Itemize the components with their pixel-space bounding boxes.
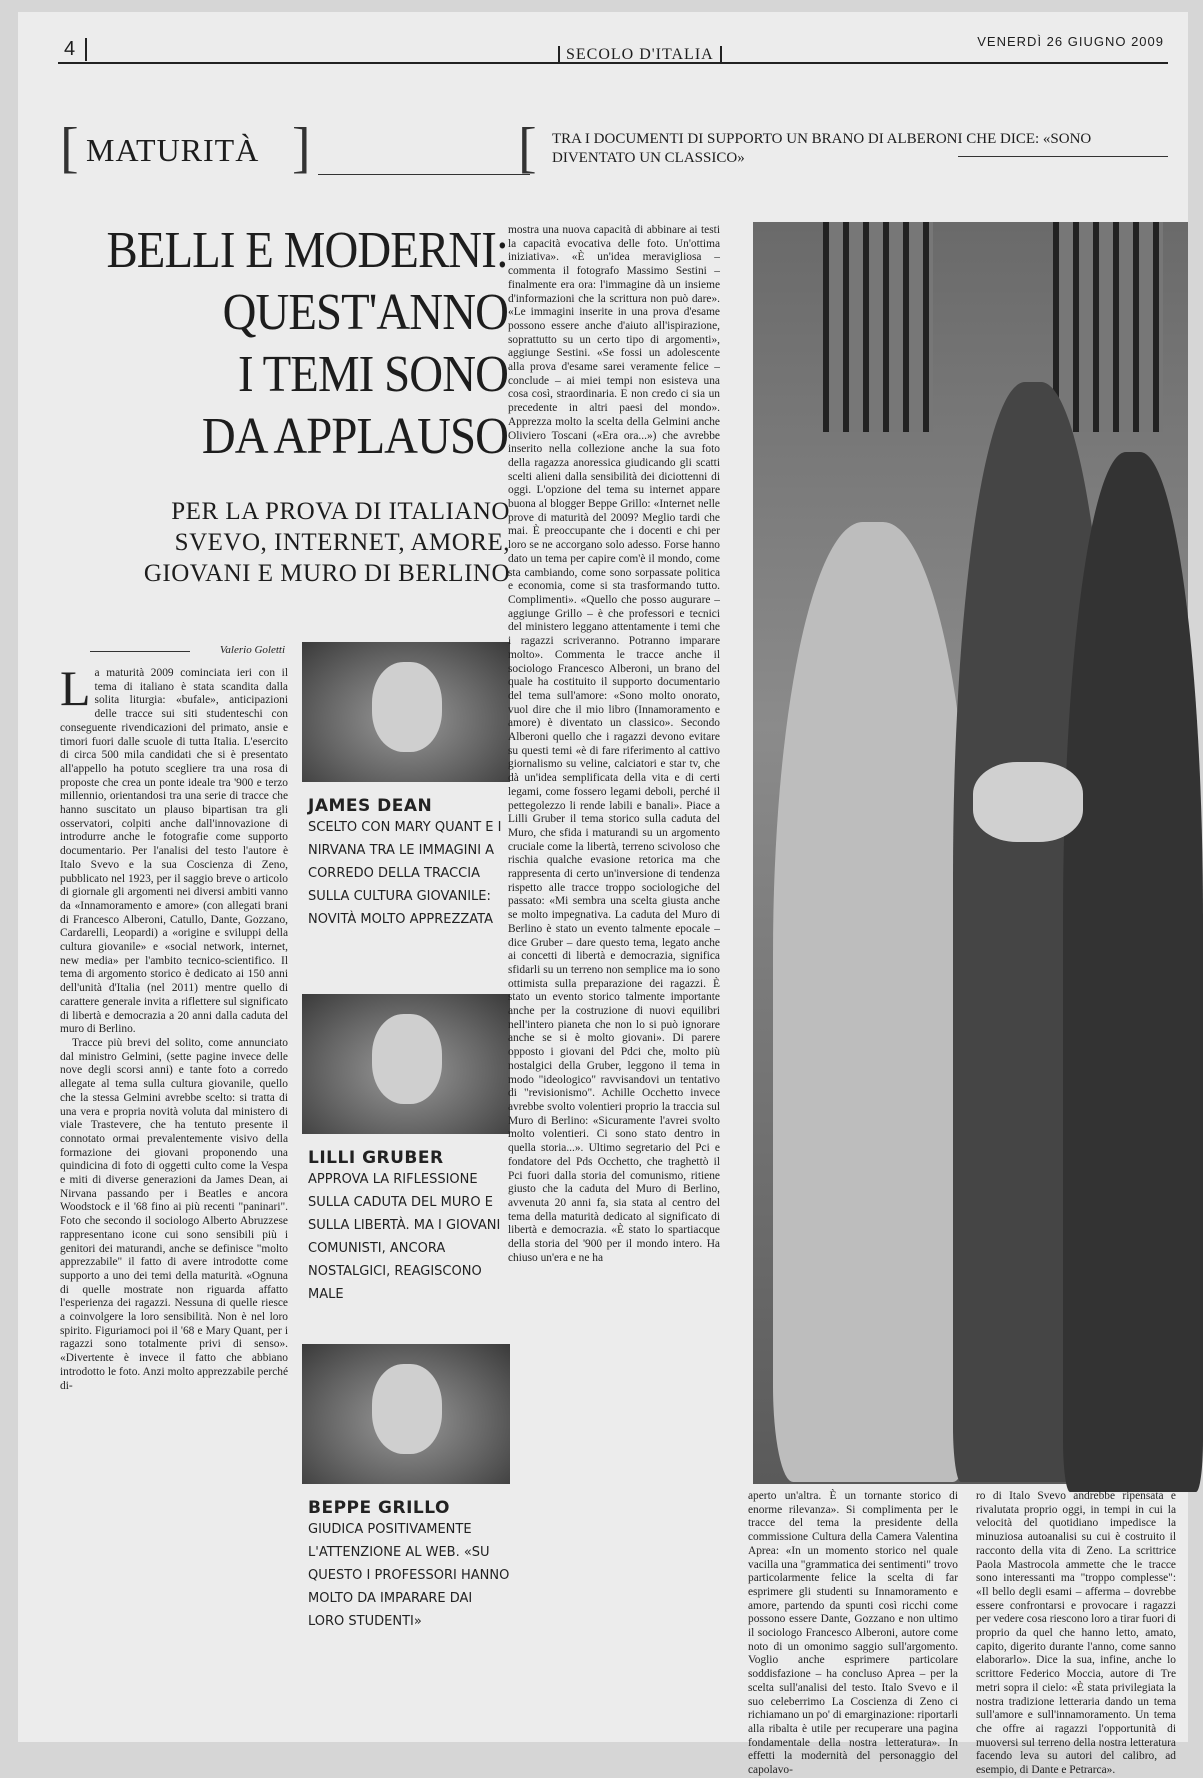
subheadline-line: PER LA PROVA DI ITALIANO bbox=[171, 498, 510, 525]
page-header bbox=[58, 28, 1168, 64]
article-column-1 bbox=[60, 660, 288, 1727]
headline-kicker bbox=[518, 117, 1168, 180]
sidebar-james-dean bbox=[302, 642, 510, 931]
headline-line: QUEST'ANNO bbox=[222, 284, 508, 341]
newspaper-name: SECOLO D'ITALIA bbox=[558, 46, 722, 64]
byline: Valerio Goletti bbox=[90, 644, 285, 656]
page-number: 4 bbox=[64, 38, 87, 61]
sidebar-caption: SCELTO CON MARY QUANT E I NIRVANA TRA LE IMMAGINI A CORREDO DELLA TRACCIA SULLA CULTURA GIOVANILE: NOVITÀ MOLTO APPREZZATA bbox=[308, 820, 502, 927]
article-paragraph: Tracce più brevi del solito, come annunciato dal ministro Gelmini, (sette pagine invece delle nove degli scorsi anni) e tante foto a corredo allegate al tema sulla cultura giovanile, quello che la stessa Gelmini avrebbe scelto: si tratta di una vera e propria novità voluta dal ministero di viale Trastevere, che ha tentuto presente il connotato ormai prevalentemente visivo della formazione dei giovani proponendo una quindicina di foto di oggetti culto come la Vespa e miti di diverse generazioni da James Dean, ai Nirvana passando per i Beatles e ancora Woodstock e il '68 fino ai più recenti "paninari". Foto che secondo il sociologo Alberto Abruzzese rappresentano icone cui sono sensibili più i genitori dei maturandi, anche se definisce "molto apprezzabile" il fatto di avere introdotte come supporto a uno dei temi della maturità. «Ognuna di quelle mostrate non riguarda affatto l'esperienza dei ragazzi. Nessuna di quelle riesce a coinvolgere la loro sensibilità. Non è nel loro spirito. Figuriamoci poi il '68 e Mary Quant, per i ragazzi sono totalmente privi di senso». «Divertente è invece il fatto che abbiano introdotto le foto. Anzi molto apprezzabile perché di- bbox=[60, 1036, 288, 1392]
sidebar-name: JAMES DEAN bbox=[308, 796, 433, 816]
headline-line: DA APPLAUSO bbox=[201, 408, 508, 465]
window-grate bbox=[1053, 222, 1163, 432]
bracket-open: [ bbox=[518, 117, 537, 179]
window-grate bbox=[823, 222, 933, 432]
article-column-4 bbox=[976, 1490, 1176, 1777]
section-kicker bbox=[60, 117, 530, 180]
students-photo bbox=[753, 222, 1188, 1484]
article-column-3 bbox=[748, 1490, 958, 1777]
headline-line: BELLI E MODERNI: bbox=[106, 222, 508, 279]
kicker-rule bbox=[958, 156, 1168, 157]
section-label: MATURITÀ bbox=[86, 132, 260, 168]
article-text: a maturità 2009 cominciata ieri con il tema di italiano è stata scandita dalla solita liturgia: «bufale», anticipazioni delle tracce sui siti studenteschi con conseguente rivendicazioni del primato, ansie e timori fuori dalle scuole di tutta Italia. L'esercito di circa 500 mila candidati che si è presentato all'appello ha potuto scegliere tra una rosa di proposte che crea un ponte ideale tra '900 e terzo millennio, orientandosi tra una serie di tracce che hanno suscitato un plauso bipartisan tra gli osservatori, colpiti anche dall'innovazione di introdurre anche le fotografie come supporto documentario. Per l'analisi del testo l'autore è Italo Svevo e la sua Coscienza di Zeno, pubblicato nel 1923, per il saggio breve o articolo di giornale gli argomenti nei diversi ambiti vanno da «Innamoramento e amore» (con allegati brani di Francesco Alberoni, Catullo, Dante, Gozzano, Cardarelli, Leopardi) a «origine e sviluppi della cultura giovanile» e «social network, internet, new media» per l'ambito tecnico-scientifico. Il tema di argomento storico è dedicato ai 150 anni dell'unità d'Italia (nel 2011) mentre quello di carattere generale invita a riflettere sul significato di libertà e democrazia a 20 anni dalla caduta del muro di Berlino. bbox=[60, 667, 288, 1036]
headline bbox=[103, 220, 508, 468]
subheadline bbox=[78, 496, 510, 589]
photo-figure bbox=[1063, 452, 1203, 1492]
portrait-photo bbox=[302, 994, 510, 1134]
subheadline-line: GIOVANI E MURO DI BERLINO bbox=[143, 560, 510, 587]
kicker-text: TRA I DOCUMENTI DI SUPPORTO UN BRANO DI ALBERONI CHE DICE: «SONO DIVENTATO UN CLASSICO» bbox=[552, 131, 1092, 166]
portrait-photo bbox=[302, 642, 510, 782]
issue-date: VENERDÌ 26 GIUGNO 2009 bbox=[977, 34, 1164, 49]
article-text: aperto un'altra. È un tornante storico di enorme rilevanza». Si complimenta per le tracce del tema la presidente della commissione Cultura della Camera Valentina Aprea: «In un momento storico nel quale vacilla una "grammatica dei sentimenti" trovo particolarmente felice la scelta di far esprimere gli studenti su Innamoramento e amore, partendo da spunti così ricchi come possono essere Dante, Gozzano e non ultimo il sociologo Francesco Alberoni, autore come noto di un omonimo saggio sull'argomento. Voglio anche esprimere particolare soddisfazione – ha concluso Aprea – per la scelta sull'analisi del testo. Italo Svevo e il suo celeberrimo La Coscienza di Zeno ci richiamano un po' di emarginazione: riportarli alla ribalta è utile per recuperare una pagina fondamentale della nostra letteratura». In effetti la modernità del personaggio del capolavo- bbox=[748, 1490, 958, 1777]
article-text: ro di Italo Svevo andrebbe ripensata e rivalutata proprio oggi, in tempi in cui la velocità del quotidiano impedisce la minuziosa autoanalisi su cui è costruito il racconto della vita di Zeno. La scrittrice Paola Mastrocola ammette che le tracce sono interessanti ma "troppo complesse": «Il bello degli esami – afferma – dovrebbe essere confrontarsi e provocare i ragazzi per vedere cosa riescono loro a tirar fuori di proprio da quel che hanno letto, amato, capito, digerito durante l'anno, come sanno elaborarlo». Dice la sua, infine, anche lo scrittore Federico Moccia, autore di Tre metri sopra il cielo: «È stata privilegiata la nostra tradizione letteraria dando un tema sull'amore e sull'innamoramento. Un tema che offre ai ragazzi l'opportunità di muoversi sul terreno della nostra letteratura facendo leva su autori del calibro, ad esempio, di Dante e Petrarca». bbox=[976, 1490, 1176, 1777]
sidebar-caption: GIUDICA POSITIVAMENTE L'ATTENZIONE AL WEB. «SU QUESTO I PROFESSORI HANNO MOLTO DA IMPARARE DAI LORO STUDENTI» bbox=[308, 1522, 510, 1629]
photo-handshake bbox=[973, 762, 1083, 842]
newspaper-page bbox=[18, 12, 1188, 1777]
portrait-photo bbox=[302, 1344, 510, 1484]
bracket-open: [ bbox=[60, 117, 79, 179]
bracket-close: ] bbox=[292, 117, 311, 179]
subheadline-line: SVEVO, INTERNET, AMORE, bbox=[174, 529, 510, 556]
article-text: mostra una nuova capacità di abbinare ai testi la capacità evocativa delle foto. Un'ottima iniziativa». «È un'idea meravigliosa – commenta il fotografo Massimo Sestini – finalmente era ora: l'immagine dà un insieme d'informazioni che la scrittura non può dare». «Le immagini inserite in una prova d'esame possono essere anche d'aiuto all'ispirazione, soprattutto su un certo tipo di argomenti», aggiunge Sestini. «Se fossi un adolescente alla prova d'esame sarei veramente felice – conclude – ai miei tempi non esisteva una cosa così, straordinaria. E non credo ci sia un precedente in altri paesi del mondo». Apprezza molto la scelta della Gelmini anche Oliviero Toscani («Era ora...») che avrebbe inserito nella collezione anche la sua foto della ragazza anoressica giudicando gli scatti scelti alieni dalla sensibilità dei diciottenni di oggi. L'opzione del tema su internet appare buona al blogger Beppe Grillo: «Internet nelle prove di maturità del 2009? Meglio tardi che mai. È preoccupante che i docenti e chi per loro se ne accorgano solo adesso. Forse hanno dato un tema per capire com'è il mondo, come sta cambiando, come sono sorpassate politica e economia, come si sta trasformando tutto. Complimenti». «Quello che posso augurare – aggiunge Grillo – è che professori e tecnici del ministero leggano attentamente i temi che i ragazzi scriveranno. Potranno imparare molto». Commenta le tracce anche il sociologo Francesco Alberoni, un brano del quale ha costituito il supporto documentario del tema sull'amore: «Sono molto onorato, vuol dire che il mio libro (Innamoramento e amore) è diventato un classico». Secondo Alberoni quello che i ragazzi devono evitare su questi temi «è di fare riferimento al cattivo giornalismo su veline, calciatori e star tv, che dà un'idea semplificata della vita e di certi legami, come fossero legami deboli, perché il pettegolezzo li rende labili e banali». Piace a Lilli Gruber il tema storico sulla caduta del Muro, che sfida i maturandi su un argomento cruciale come la libertà, terreno scivoloso che rischia qualche evasione retorica ma che rappresenta di certo un'inversione di tendenza rispetto alle tracce troppo sociologiche del passato: «Mi sembra una scelta giusta anche se molto impegnativa. La caduta del Muro di Berlino è stato un evento talmente epocale – dice Gruber – dare questo tema, legato anche ai concetti di libertà e democrazia, significa sfidarli su un terreno non semplice ma io sono ottimista sulla preparazione dei ragazzi. È stato un evento storico talmente importante anche per la costruzione di nuovi equilibri nell'intero pianeta che non lo si può ignorare anche se si è molto giovani». Di parere opposto i giovani del Pdci che, molto più nostalgici della Gruber, leggono il tema in modo "ideologico" ravvisandovi un tentativo di "revisionismo". Achille Occhetto invece avrebbe svolto volentieri proprio la traccia sul Muro di Berlino: «Sicuramente l'avrei svolto molto volentieri. Ci sono stato dentro in quella storia...». Ultimo segretario del Pci e fondatore del Pds Occhetto, che traghettò il Pci fuori dalla storia del comunismo, ritiene giusto che la caduta del Muro di Berlino, avvenuta 20 anni fa, sia stata al centro del tema della maturità dedicato al significato di libertà e democrazia. «È stato lo spartiacque della storia del '900 per il mondo intero. Ha chiuso un'era e ne ha bbox=[508, 224, 720, 1264]
sidebar-name: LILLI GRUBER bbox=[308, 1148, 444, 1168]
article-column-2 bbox=[508, 224, 720, 1734]
drop-cap: L bbox=[60, 660, 91, 716]
sidebar-lilli-gruber bbox=[302, 994, 510, 1306]
sidebar-caption: APPROVA LA RIFLESSIONE SULLA CADUTA DEL MURO E SULLA LIBERTÀ. MA I GIOVANI COMUNISTI, ANCORA NOSTALGICI, REAGISCONO MALE bbox=[308, 1172, 501, 1302]
sidebar-name: BEPPE GRILLO bbox=[308, 1498, 450, 1518]
kicker-rule bbox=[318, 174, 530, 175]
photo-figure bbox=[773, 522, 973, 1482]
headline-line: I TEMI SONO bbox=[237, 346, 508, 403]
sidebar-beppe-grillo bbox=[302, 1344, 510, 1633]
